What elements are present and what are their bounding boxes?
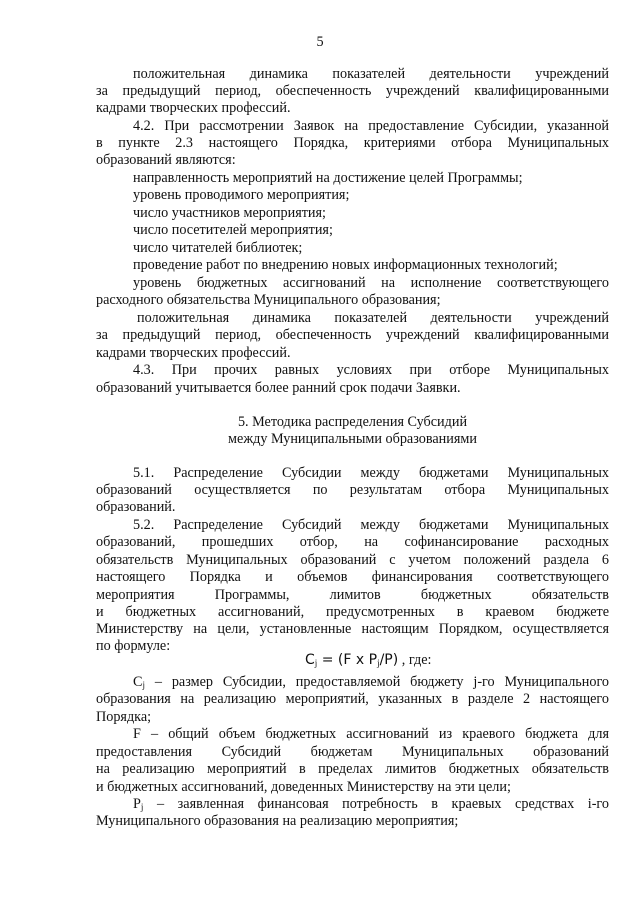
text-line: настоящего Порядка и объемов финансирования соответствующего [96,569,609,585]
text-line: образований являются: [96,152,236,168]
formula-eq: = (F x P [317,652,378,668]
criteria-item: положительная динамика показателей деятельности учреждений [137,310,609,326]
formula-rest: /P) [379,652,399,668]
text-line: образований осуществляется по результатам отбора Муниципальных [96,482,609,498]
text-line: расходного обязательства Муниципального образования; [96,292,441,308]
text-line: кадрами творческих профессий. [96,100,291,116]
text-line: обязательств Муниципальных образований с учетом положений раздела 6 [96,552,609,568]
page-number: 5 [316,34,324,50]
section-heading: между Муниципальными образованиями [228,431,477,447]
symbol-subscript: j [140,802,144,812]
formula [305,652,431,669]
symbol-c: C [133,674,143,690]
text-line: образований, прошедших отбор, на софинансирование расходных [96,534,609,550]
text-line: 4.2. При рассмотрении Заявок на предоставление Субсидии, указанной [133,118,609,134]
criteria-item: число участников мероприятия; [133,205,326,221]
text-line: Муниципального образования на реализацию мероприятия; [96,813,459,829]
text-line: в пункте 2.3 настоящего Порядка, критериями отбора Муниципальных [96,135,609,151]
text-line: за предыдущий период, обеспеченность учреждений квалифицированными [96,83,609,99]
definition-line [133,674,609,691]
text-line: 5.1. Распределение Субсидии между бюджетами Муниципальных [133,465,609,481]
text-line: образований учитывается более ранний срок подачи Заявки. [96,380,461,396]
section-heading: 5. Методика распределения Субсидий [237,414,468,430]
text-line: за предыдущий период, обеспеченность учреждений квалифицированными [96,327,609,343]
definition-text: – размер Субсидии, предоставляемой бюджету j-го Муниципального [154,674,610,690]
text-line: образования на реализацию мероприятий, указанных в разделе 2 настоящего [96,691,609,707]
symbol-subscript: j [142,680,145,690]
text-line: и бюджетных ассигнований, доведенных Министерству на эти цели; [96,779,511,795]
criteria-item: проведение работ по внедрению новых информационных технологий; [133,257,558,273]
criteria-item: число посетителей мероприятия; [133,222,333,238]
text-line: Порядка; [96,709,152,725]
text-line: по формуле: [96,638,171,654]
text-line: на реализацию мероприятий в пределах лимитов бюджетных обязательств [96,761,609,777]
formula-suffix: , где: [398,652,432,668]
definition-line: F – общий объем бюджетных ассигнований из краевого бюджета для [133,726,609,742]
criteria-item: направленность мероприятий на достижение целей Программы; [133,170,523,186]
text-line: образований. [96,499,176,515]
formula-subscript: j [314,658,318,668]
text-line: и бюджетных ассигнований, предусмотренных в краевом бюджете [96,604,609,620]
symbol-p: P [133,796,141,812]
text-line: предоставления Субсидий бюджетам Муниципальных образований [96,744,609,760]
formula-subscript: j [377,658,380,668]
text-line: Министерству на цели, установленные настоящим Порядком, осуществляется [96,621,609,637]
definition-text: – заявленная финансовая потребность в краевых средствах i-го [157,796,609,812]
definition-line [133,796,609,813]
criteria-item: число читателей библиотек; [133,240,303,256]
text-line: 4.3. При прочих равных условиях при отборе Муниципальных [133,362,609,378]
text-line: мероприятия Программы, лимитов бюджетных обязательств [96,587,609,603]
formula-lhs: C [305,652,315,668]
criteria-item: уровень бюджетных ассигнований на исполнение соответствующего [133,275,609,291]
text-line: положительная динамика показателей деятельности учреждений [133,66,609,82]
text-line: 5.2. Распределение Субсидий между бюджетами Муниципальных [133,517,609,533]
text-line: кадрами творческих профессий. [96,345,291,361]
criteria-item: уровень проводимого мероприятия; [133,187,350,203]
